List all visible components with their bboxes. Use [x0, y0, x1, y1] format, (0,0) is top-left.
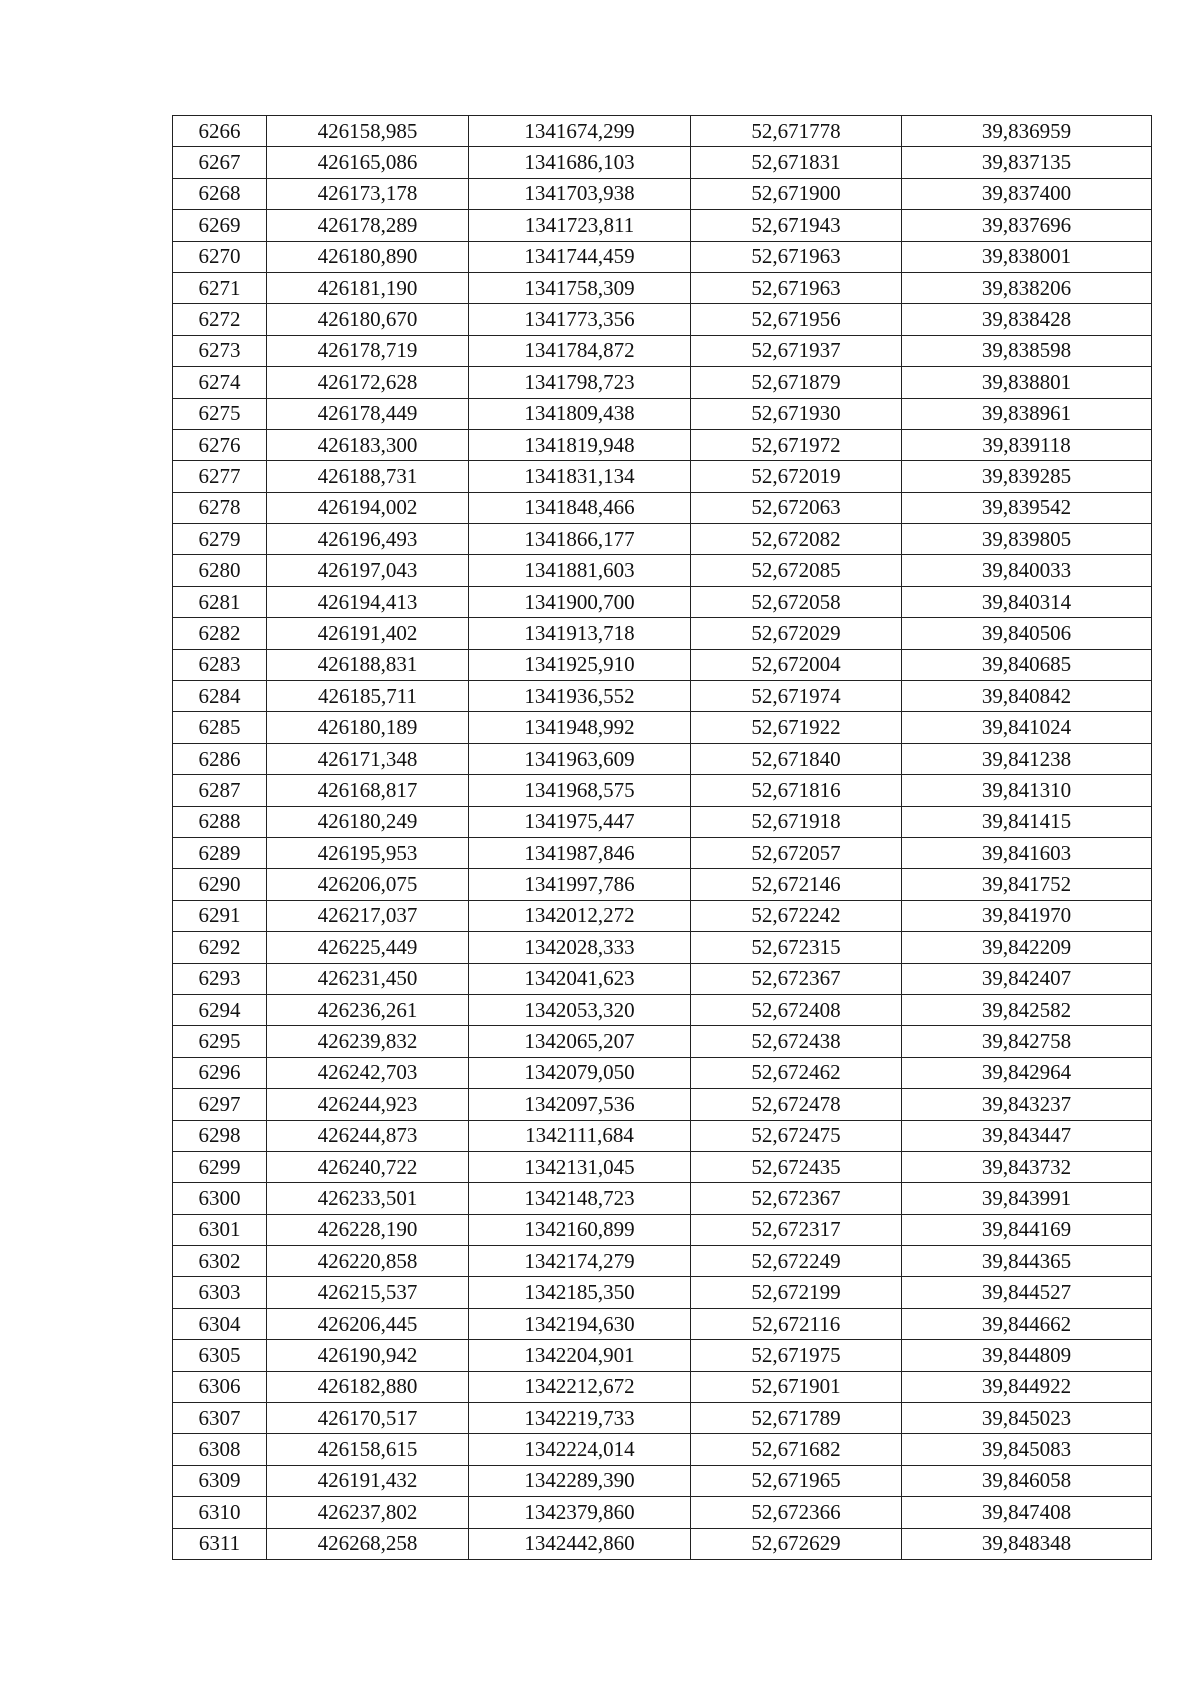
y-coordinate-cell: 1341809,438: [469, 398, 691, 429]
table-row: [173, 618, 1152, 649]
table-row: [173, 1528, 1152, 1559]
longitude-cell: 39,841238: [902, 743, 1152, 774]
table-row: [173, 178, 1152, 209]
table-row: [173, 116, 1152, 147]
longitude-cell: 39,843732: [902, 1151, 1152, 1182]
y-coordinate-cell: 1341963,609: [469, 743, 691, 774]
y-coordinate-cell: 1342174,279: [469, 1246, 691, 1277]
x-coordinate-cell: 426236,261: [267, 994, 469, 1025]
x-coordinate-cell: 426225,449: [267, 932, 469, 963]
x-coordinate-cell: 426178,289: [267, 210, 469, 241]
point-number-cell: 6300: [173, 1183, 267, 1214]
point-number-cell: 6272: [173, 304, 267, 335]
longitude-cell: 39,841415: [902, 806, 1152, 837]
point-number-cell: 6298: [173, 1120, 267, 1151]
point-number-cell: 6303: [173, 1277, 267, 1308]
latitude-cell: 52,672408: [691, 994, 902, 1025]
x-coordinate-cell: 426183,300: [267, 429, 469, 460]
table-row: [173, 1340, 1152, 1371]
point-number-cell: 6306: [173, 1371, 267, 1402]
longitude-cell: 39,844365: [902, 1246, 1152, 1277]
x-coordinate-cell: 426185,711: [267, 681, 469, 712]
table-row: [173, 492, 1152, 523]
longitude-cell: 39,844922: [902, 1371, 1152, 1402]
x-coordinate-cell: 426171,348: [267, 743, 469, 774]
x-coordinate-cell: 426242,703: [267, 1057, 469, 1088]
table-row: [173, 1277, 1152, 1308]
longitude-cell: 39,841024: [902, 712, 1152, 743]
longitude-cell: 39,838206: [902, 272, 1152, 303]
longitude-cell: 39,839542: [902, 492, 1152, 523]
longitude-cell: 39,836959: [902, 116, 1152, 147]
longitude-cell: 39,848348: [902, 1528, 1152, 1559]
point-number-cell: 6287: [173, 775, 267, 806]
x-coordinate-cell: 426180,189: [267, 712, 469, 743]
coordinates-table-body: [173, 116, 1152, 1560]
x-coordinate-cell: 426206,075: [267, 869, 469, 900]
coordinates-table: [172, 115, 1152, 1560]
table-row: [173, 147, 1152, 178]
x-coordinate-cell: 426228,190: [267, 1214, 469, 1245]
point-number-cell: 6273: [173, 335, 267, 366]
longitude-cell: 39,844809: [902, 1340, 1152, 1371]
table-row: [173, 900, 1152, 931]
latitude-cell: 52,671900: [691, 178, 902, 209]
table-row: [173, 1308, 1152, 1339]
longitude-cell: 39,840033: [902, 555, 1152, 586]
table-row: [173, 524, 1152, 555]
latitude-cell: 52,671974: [691, 681, 902, 712]
latitude-cell: 52,672058: [691, 586, 902, 617]
x-coordinate-cell: 426191,402: [267, 618, 469, 649]
y-coordinate-cell: 1342041,623: [469, 963, 691, 994]
longitude-cell: 39,847408: [902, 1497, 1152, 1528]
table-row: [173, 1057, 1152, 1088]
y-coordinate-cell: 1342185,350: [469, 1277, 691, 1308]
y-coordinate-cell: 1341674,299: [469, 116, 691, 147]
x-coordinate-cell: 426188,831: [267, 649, 469, 680]
y-coordinate-cell: 1341866,177: [469, 524, 691, 555]
y-coordinate-cell: 1341758,309: [469, 272, 691, 303]
latitude-cell: 52,672116: [691, 1308, 902, 1339]
longitude-cell: 39,837696: [902, 210, 1152, 241]
x-coordinate-cell: 426170,517: [267, 1403, 469, 1434]
table-row: [173, 586, 1152, 617]
x-coordinate-cell: 426191,432: [267, 1465, 469, 1496]
latitude-cell: 52,672057: [691, 837, 902, 868]
latitude-cell: 52,672029: [691, 618, 902, 649]
table-row: [173, 1465, 1152, 1496]
table-row: [173, 461, 1152, 492]
table-row: [173, 367, 1152, 398]
table-row: [173, 649, 1152, 680]
latitude-cell: 52,672317: [691, 1214, 902, 1245]
longitude-cell: 39,840685: [902, 649, 1152, 680]
longitude-cell: 39,843447: [902, 1120, 1152, 1151]
y-coordinate-cell: 1342219,733: [469, 1403, 691, 1434]
longitude-cell: 39,845083: [902, 1434, 1152, 1465]
point-number-cell: 6295: [173, 1026, 267, 1057]
y-coordinate-cell: 1342194,630: [469, 1308, 691, 1339]
latitude-cell: 52,671778: [691, 116, 902, 147]
longitude-cell: 39,838961: [902, 398, 1152, 429]
point-number-cell: 6279: [173, 524, 267, 555]
x-coordinate-cell: 426268,258: [267, 1528, 469, 1559]
point-number-cell: 6311: [173, 1528, 267, 1559]
x-coordinate-cell: 426194,413: [267, 586, 469, 617]
x-coordinate-cell: 426240,722: [267, 1151, 469, 1182]
table-row: [173, 241, 1152, 272]
table-row: [173, 775, 1152, 806]
x-coordinate-cell: 426237,802: [267, 1497, 469, 1528]
latitude-cell: 52,671937: [691, 335, 902, 366]
longitude-cell: 39,841310: [902, 775, 1152, 806]
y-coordinate-cell: 1342097,536: [469, 1089, 691, 1120]
latitude-cell: 52,671682: [691, 1434, 902, 1465]
table-row: [173, 1214, 1152, 1245]
longitude-cell: 39,842964: [902, 1057, 1152, 1088]
y-coordinate-cell: 1341968,575: [469, 775, 691, 806]
longitude-cell: 39,842582: [902, 994, 1152, 1025]
longitude-cell: 39,844527: [902, 1277, 1152, 1308]
latitude-cell: 52,671963: [691, 272, 902, 303]
y-coordinate-cell: 1341744,459: [469, 241, 691, 272]
y-coordinate-cell: 1342131,045: [469, 1151, 691, 1182]
point-number-cell: 6271: [173, 272, 267, 303]
table-row: [173, 963, 1152, 994]
point-number-cell: 6282: [173, 618, 267, 649]
point-number-cell: 6307: [173, 1403, 267, 1434]
y-coordinate-cell: 1341848,466: [469, 492, 691, 523]
x-coordinate-cell: 426215,537: [267, 1277, 469, 1308]
y-coordinate-cell: 1341900,700: [469, 586, 691, 617]
x-coordinate-cell: 426158,985: [267, 116, 469, 147]
x-coordinate-cell: 426231,450: [267, 963, 469, 994]
y-coordinate-cell: 1342224,014: [469, 1434, 691, 1465]
longitude-cell: 39,840506: [902, 618, 1152, 649]
x-coordinate-cell: 426239,832: [267, 1026, 469, 1057]
x-coordinate-cell: 426188,731: [267, 461, 469, 492]
y-coordinate-cell: 1342079,050: [469, 1057, 691, 1088]
x-coordinate-cell: 426181,190: [267, 272, 469, 303]
y-coordinate-cell: 1341948,992: [469, 712, 691, 743]
point-number-cell: 6292: [173, 932, 267, 963]
longitude-cell: 39,840842: [902, 681, 1152, 712]
point-number-cell: 6277: [173, 461, 267, 492]
latitude-cell: 52,671840: [691, 743, 902, 774]
table-row: [173, 1246, 1152, 1277]
point-number-cell: 6280: [173, 555, 267, 586]
latitude-cell: 52,672629: [691, 1528, 902, 1559]
y-coordinate-cell: 1341997,786: [469, 869, 691, 900]
y-coordinate-cell: 1342148,723: [469, 1183, 691, 1214]
point-number-cell: 6286: [173, 743, 267, 774]
latitude-cell: 52,671816: [691, 775, 902, 806]
latitude-cell: 52,672315: [691, 932, 902, 963]
table-row: [173, 1120, 1152, 1151]
latitude-cell: 52,671956: [691, 304, 902, 335]
latitude-cell: 52,671930: [691, 398, 902, 429]
x-coordinate-cell: 426244,923: [267, 1089, 469, 1120]
longitude-cell: 39,842407: [902, 963, 1152, 994]
latitude-cell: 52,672004: [691, 649, 902, 680]
point-number-cell: 6269: [173, 210, 267, 241]
longitude-cell: 39,846058: [902, 1465, 1152, 1496]
x-coordinate-cell: 426196,493: [267, 524, 469, 555]
longitude-cell: 39,844662: [902, 1308, 1152, 1339]
point-number-cell: 6283: [173, 649, 267, 680]
y-coordinate-cell: 1342204,901: [469, 1340, 691, 1371]
longitude-cell: 39,837135: [902, 147, 1152, 178]
y-coordinate-cell: 1342160,899: [469, 1214, 691, 1245]
x-coordinate-cell: 426244,873: [267, 1120, 469, 1151]
point-number-cell: 6266: [173, 116, 267, 147]
point-number-cell: 6288: [173, 806, 267, 837]
y-coordinate-cell: 1342442,860: [469, 1528, 691, 1559]
longitude-cell: 39,843237: [902, 1089, 1152, 1120]
table-row: [173, 1089, 1152, 1120]
point-number-cell: 6291: [173, 900, 267, 931]
table-row: [173, 869, 1152, 900]
latitude-cell: 52,672475: [691, 1120, 902, 1151]
x-coordinate-cell: 426178,449: [267, 398, 469, 429]
table-row: [173, 1151, 1152, 1182]
table-row: [173, 806, 1152, 837]
table-row: [173, 1371, 1152, 1402]
y-coordinate-cell: 1341686,103: [469, 147, 691, 178]
table-row: [173, 210, 1152, 241]
longitude-cell: 39,845023: [902, 1403, 1152, 1434]
latitude-cell: 52,672438: [691, 1026, 902, 1057]
y-coordinate-cell: 1342379,860: [469, 1497, 691, 1528]
latitude-cell: 52,671901: [691, 1371, 902, 1402]
x-coordinate-cell: 426197,043: [267, 555, 469, 586]
point-number-cell: 6297: [173, 1089, 267, 1120]
x-coordinate-cell: 426158,615: [267, 1434, 469, 1465]
longitude-cell: 39,839285: [902, 461, 1152, 492]
point-number-cell: 6268: [173, 178, 267, 209]
y-coordinate-cell: 1341987,846: [469, 837, 691, 868]
y-coordinate-cell: 1341723,811: [469, 210, 691, 241]
longitude-cell: 39,841970: [902, 900, 1152, 931]
table-row: [173, 335, 1152, 366]
longitude-cell: 39,842758: [902, 1026, 1152, 1057]
latitude-cell: 52,672019: [691, 461, 902, 492]
x-coordinate-cell: 426206,445: [267, 1308, 469, 1339]
y-coordinate-cell: 1341784,872: [469, 335, 691, 366]
longitude-cell: 39,838428: [902, 304, 1152, 335]
longitude-cell: 39,841752: [902, 869, 1152, 900]
point-number-cell: 6304: [173, 1308, 267, 1339]
longitude-cell: 39,839118: [902, 429, 1152, 460]
latitude-cell: 52,671918: [691, 806, 902, 837]
latitude-cell: 52,672478: [691, 1089, 902, 1120]
latitude-cell: 52,671965: [691, 1465, 902, 1496]
x-coordinate-cell: 426217,037: [267, 900, 469, 931]
table-row: [173, 681, 1152, 712]
y-coordinate-cell: 1341831,134: [469, 461, 691, 492]
point-number-cell: 6302: [173, 1246, 267, 1277]
latitude-cell: 52,672462: [691, 1057, 902, 1088]
y-coordinate-cell: 1342053,320: [469, 994, 691, 1025]
longitude-cell: 39,843991: [902, 1183, 1152, 1214]
latitude-cell: 52,672242: [691, 900, 902, 931]
y-coordinate-cell: 1342289,390: [469, 1465, 691, 1496]
x-coordinate-cell: 426165,086: [267, 147, 469, 178]
table-row: [173, 712, 1152, 743]
longitude-cell: 39,838801: [902, 367, 1152, 398]
y-coordinate-cell: 1341913,718: [469, 618, 691, 649]
y-coordinate-cell: 1341975,447: [469, 806, 691, 837]
point-number-cell: 6299: [173, 1151, 267, 1182]
longitude-cell: 39,841603: [902, 837, 1152, 868]
point-number-cell: 6308: [173, 1434, 267, 1465]
latitude-cell: 52,671922: [691, 712, 902, 743]
longitude-cell: 39,844169: [902, 1214, 1152, 1245]
point-number-cell: 6275: [173, 398, 267, 429]
table-row: [173, 837, 1152, 868]
table-row: [173, 555, 1152, 586]
table-row: [173, 1026, 1152, 1057]
latitude-cell: 52,672366: [691, 1497, 902, 1528]
x-coordinate-cell: 426182,880: [267, 1371, 469, 1402]
point-number-cell: 6290: [173, 869, 267, 900]
x-coordinate-cell: 426195,953: [267, 837, 469, 868]
latitude-cell: 52,672199: [691, 1277, 902, 1308]
latitude-cell: 52,671943: [691, 210, 902, 241]
point-number-cell: 6284: [173, 681, 267, 712]
y-coordinate-cell: 1342065,207: [469, 1026, 691, 1057]
latitude-cell: 52,671879: [691, 367, 902, 398]
x-coordinate-cell: 426220,858: [267, 1246, 469, 1277]
table-row: [173, 1183, 1152, 1214]
table-row: [173, 743, 1152, 774]
point-number-cell: 6267: [173, 147, 267, 178]
table-row: [173, 429, 1152, 460]
y-coordinate-cell: 1341881,603: [469, 555, 691, 586]
latitude-cell: 52,672063: [691, 492, 902, 523]
point-number-cell: 6276: [173, 429, 267, 460]
table-row: [173, 1403, 1152, 1434]
point-number-cell: 6310: [173, 1497, 267, 1528]
longitude-cell: 39,838001: [902, 241, 1152, 272]
point-number-cell: 6309: [173, 1465, 267, 1496]
latitude-cell: 52,672435: [691, 1151, 902, 1182]
table-row: [173, 1497, 1152, 1528]
point-number-cell: 6289: [173, 837, 267, 868]
table-row: [173, 272, 1152, 303]
latitude-cell: 52,672085: [691, 555, 902, 586]
point-number-cell: 6285: [173, 712, 267, 743]
latitude-cell: 52,672367: [691, 963, 902, 994]
x-coordinate-cell: 426190,942: [267, 1340, 469, 1371]
y-coordinate-cell: 1341703,938: [469, 178, 691, 209]
longitude-cell: 39,839805: [902, 524, 1152, 555]
table-row: [173, 994, 1152, 1025]
x-coordinate-cell: 426194,002: [267, 492, 469, 523]
x-coordinate-cell: 426178,719: [267, 335, 469, 366]
latitude-cell: 52,671789: [691, 1403, 902, 1434]
x-coordinate-cell: 426233,501: [267, 1183, 469, 1214]
table-row: [173, 304, 1152, 335]
x-coordinate-cell: 426180,249: [267, 806, 469, 837]
y-coordinate-cell: 1342028,333: [469, 932, 691, 963]
x-coordinate-cell: 426180,670: [267, 304, 469, 335]
point-number-cell: 6301: [173, 1214, 267, 1245]
x-coordinate-cell: 426168,817: [267, 775, 469, 806]
y-coordinate-cell: 1341925,910: [469, 649, 691, 680]
point-number-cell: 6294: [173, 994, 267, 1025]
x-coordinate-cell: 426173,178: [267, 178, 469, 209]
longitude-cell: 39,837400: [902, 178, 1152, 209]
x-coordinate-cell: 426172,628: [267, 367, 469, 398]
x-coordinate-cell: 426180,890: [267, 241, 469, 272]
latitude-cell: 52,671831: [691, 147, 902, 178]
longitude-cell: 39,840314: [902, 586, 1152, 617]
latitude-cell: 52,672249: [691, 1246, 902, 1277]
latitude-cell: 52,671963: [691, 241, 902, 272]
y-coordinate-cell: 1341798,723: [469, 367, 691, 398]
point-number-cell: 6281: [173, 586, 267, 617]
point-number-cell: 6270: [173, 241, 267, 272]
latitude-cell: 52,671975: [691, 1340, 902, 1371]
y-coordinate-cell: 1341819,948: [469, 429, 691, 460]
table-row: [173, 398, 1152, 429]
point-number-cell: 6296: [173, 1057, 267, 1088]
y-coordinate-cell: 1342212,672: [469, 1371, 691, 1402]
table-row: [173, 1434, 1152, 1465]
point-number-cell: 6305: [173, 1340, 267, 1371]
y-coordinate-cell: 1341773,356: [469, 304, 691, 335]
table-row: [173, 932, 1152, 963]
point-number-cell: 6278: [173, 492, 267, 523]
latitude-cell: 52,671972: [691, 429, 902, 460]
y-coordinate-cell: 1342012,272: [469, 900, 691, 931]
latitude-cell: 52,672082: [691, 524, 902, 555]
longitude-cell: 39,838598: [902, 335, 1152, 366]
latitude-cell: 52,672146: [691, 869, 902, 900]
y-coordinate-cell: 1342111,684: [469, 1120, 691, 1151]
y-coordinate-cell: 1341936,552: [469, 681, 691, 712]
latitude-cell: 52,672367: [691, 1183, 902, 1214]
longitude-cell: 39,842209: [902, 932, 1152, 963]
point-number-cell: 6293: [173, 963, 267, 994]
point-number-cell: 6274: [173, 367, 267, 398]
